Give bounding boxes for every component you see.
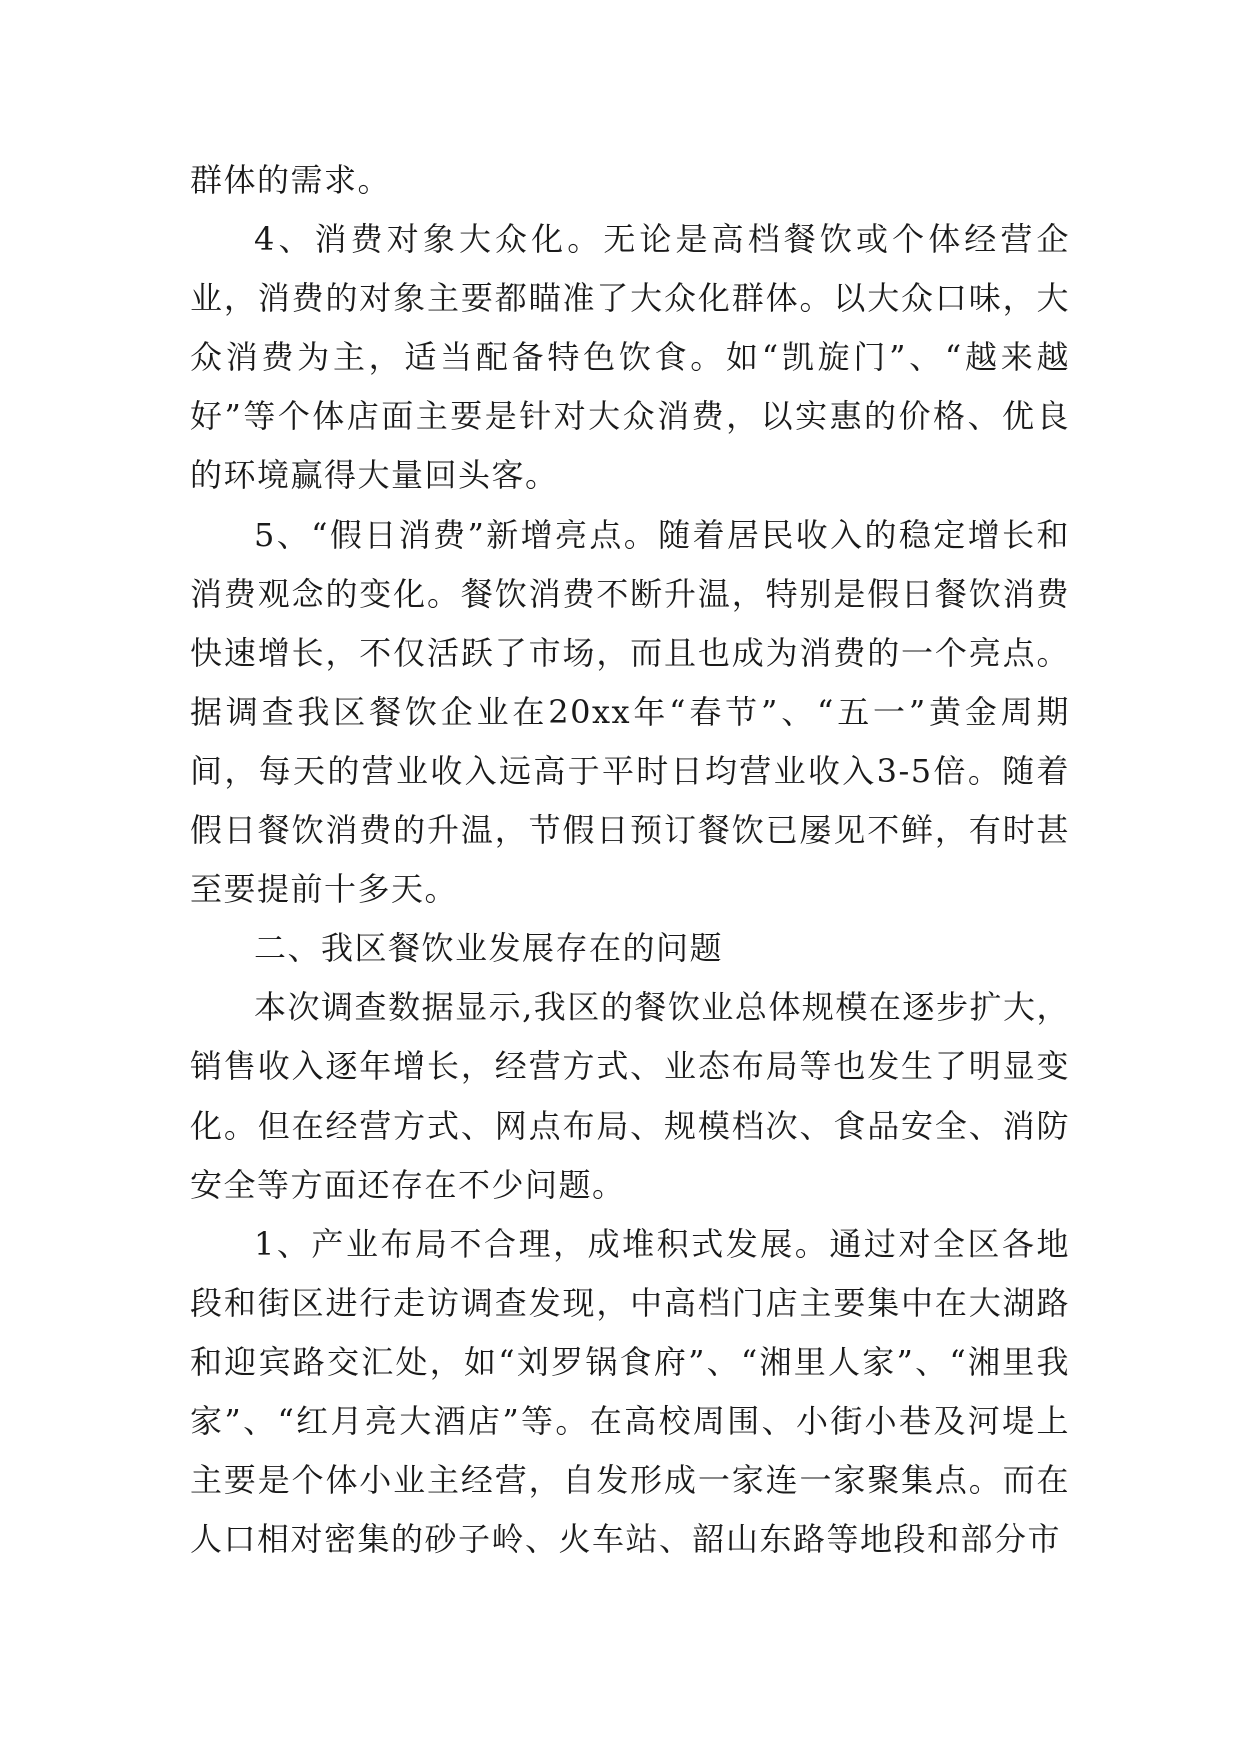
paragraph-4: 本次调查数据显示,我区的餐饮业总体规模在逐步扩大，销售收入逐年增长，经营方式、业态布局等也发生了明显变化。但在经营方式、网点布局、规模档次、食品安全、消防安全等方面还存在不少问题。 xyxy=(190,988,1070,1204)
document-body xyxy=(190,151,1070,1569)
paragraph-5: 1、产业布局不合理，成堆积式发展。通过对全区各地段和街区进行走访调查发现，中高档门店主要集中在大湖路和迎宾路交汇处，如“刘罗锅食府”、“湘里人家”、“湘里我家”、“红月亮大酒店”等。在高校周围、小街小巷及河堤上主要是个体小业主经营，自发形成一家连一家聚集点。而在人口相对密集的砂子岭、火车站、韶山东路等地段和部分市 xyxy=(190,1224,1070,1559)
section-heading: 二、我区餐饮业发展存在的问题 xyxy=(254,929,724,968)
paragraph-1: 群体的需求。 xyxy=(190,161,392,199)
paragraph-3: 5、“假日消费”新增亮点。随着居民收入的稳定增长和消费观念的变化。餐饮消费不断升温，特别是假日餐饮消费快速增长，不仅活跃了市场，而且也成为消费的一个亮点。据调查我区餐饮企业在20xx年“春节”、“五一”黄金周期间，每天的营业收入远高于平时日均营业收入3-5倍。随着假日餐饮消费的升温，节假日预订餐饮已屡见不鲜，有时甚至要提前十多天。 xyxy=(190,515,1070,909)
paragraph-2: 4、消费对象大众化。无论是高档餐饮或个体经营企业，消费的对象主要都瞄准了大众化群体。以大众口味，大众消费为主，适当配备特色饮食。如“凯旋门”、“越来越好”等个体店面主要是针对大众消费，以实惠的价格、优良的环境赢得大量回头客。 xyxy=(190,220,1070,495)
